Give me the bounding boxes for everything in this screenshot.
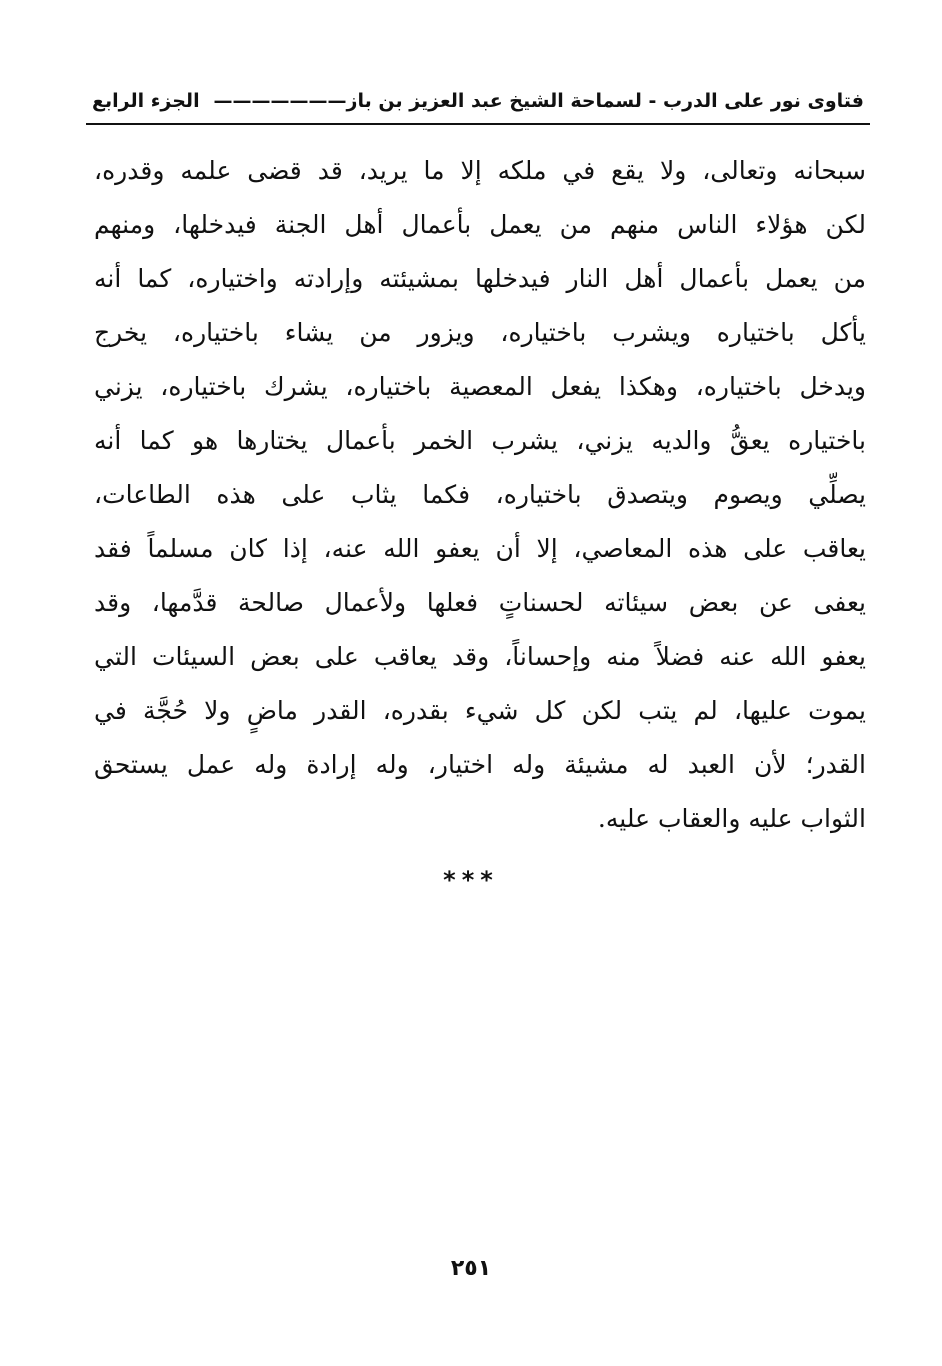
running-header — [92, 86, 864, 116]
body-text — [94, 144, 866, 846]
text-line: الثواب عليه والعقاب عليه. — [597, 804, 866, 833]
text-line: يعفو الله عنه فضلاً منه وإحساناً، وقد يعاقب على بعض السيئات التي — [94, 642, 866, 671]
text-line: لكن هؤلاء الناس منهم من يعمل بأعمال أهل الجنة فيدخلها، ومنهم — [94, 210, 866, 239]
text-line: باختياره يعقُّ والديه يزني، يشرب الخمر بأعمال يختارها هو كما أنه — [94, 426, 866, 455]
text-line: سبحانه وتعالى، ولا يقع في ملكه إلا ما يريد، قد قضى علمه وقدره، — [94, 156, 866, 185]
text-line: يصلِّي ويصوم ويتصدق باختياره، فكما يثاب على هذه الطاعات، — [94, 480, 866, 509]
text-line: القدر؛ لأن العبد له مشيئة وله اختيار، وله إرادة وله عمل يستحق — [94, 750, 866, 779]
text-line: يأكل باختياره ويشرب باختياره، ويزور من يشاء باختياره، يخرج — [94, 318, 866, 347]
header-rule — [86, 123, 870, 125]
header-dash: ——————— — [213, 90, 347, 112]
header-volume: الجزء الرابع — [92, 90, 200, 112]
page-number: ٢٥١ — [450, 1256, 492, 1281]
text-line: يعاقب على هذه المعاصي، إلا أن يعفو الله عنه، إذا كان مسلماً فقد — [94, 534, 866, 563]
header-book-title: فتاوى نور على الدرب - لسماحة الشيخ عبد العزيز بن باز — [346, 90, 864, 112]
text-line: ويدخل باختياره، وهكذا يفعل المعصية باختياره، يشرك باختياره، يزني — [94, 372, 866, 401]
text-line: يعفى عن بعض سيئاته لحسناتٍ فعلها ولأعمال صالحة قدَّمها، وقد — [94, 588, 866, 617]
section-separator: *** — [443, 866, 499, 894]
text-line: يموت عليها، لم يتب لكن كل شيء بقدره، القدر ماضٍ ولا حُجَّة في — [94, 696, 866, 725]
text-line: من يعمل بأعمال أهل النار فيدخلها بمشيئته وإرادته واختياره، كما أنه — [94, 264, 866, 293]
